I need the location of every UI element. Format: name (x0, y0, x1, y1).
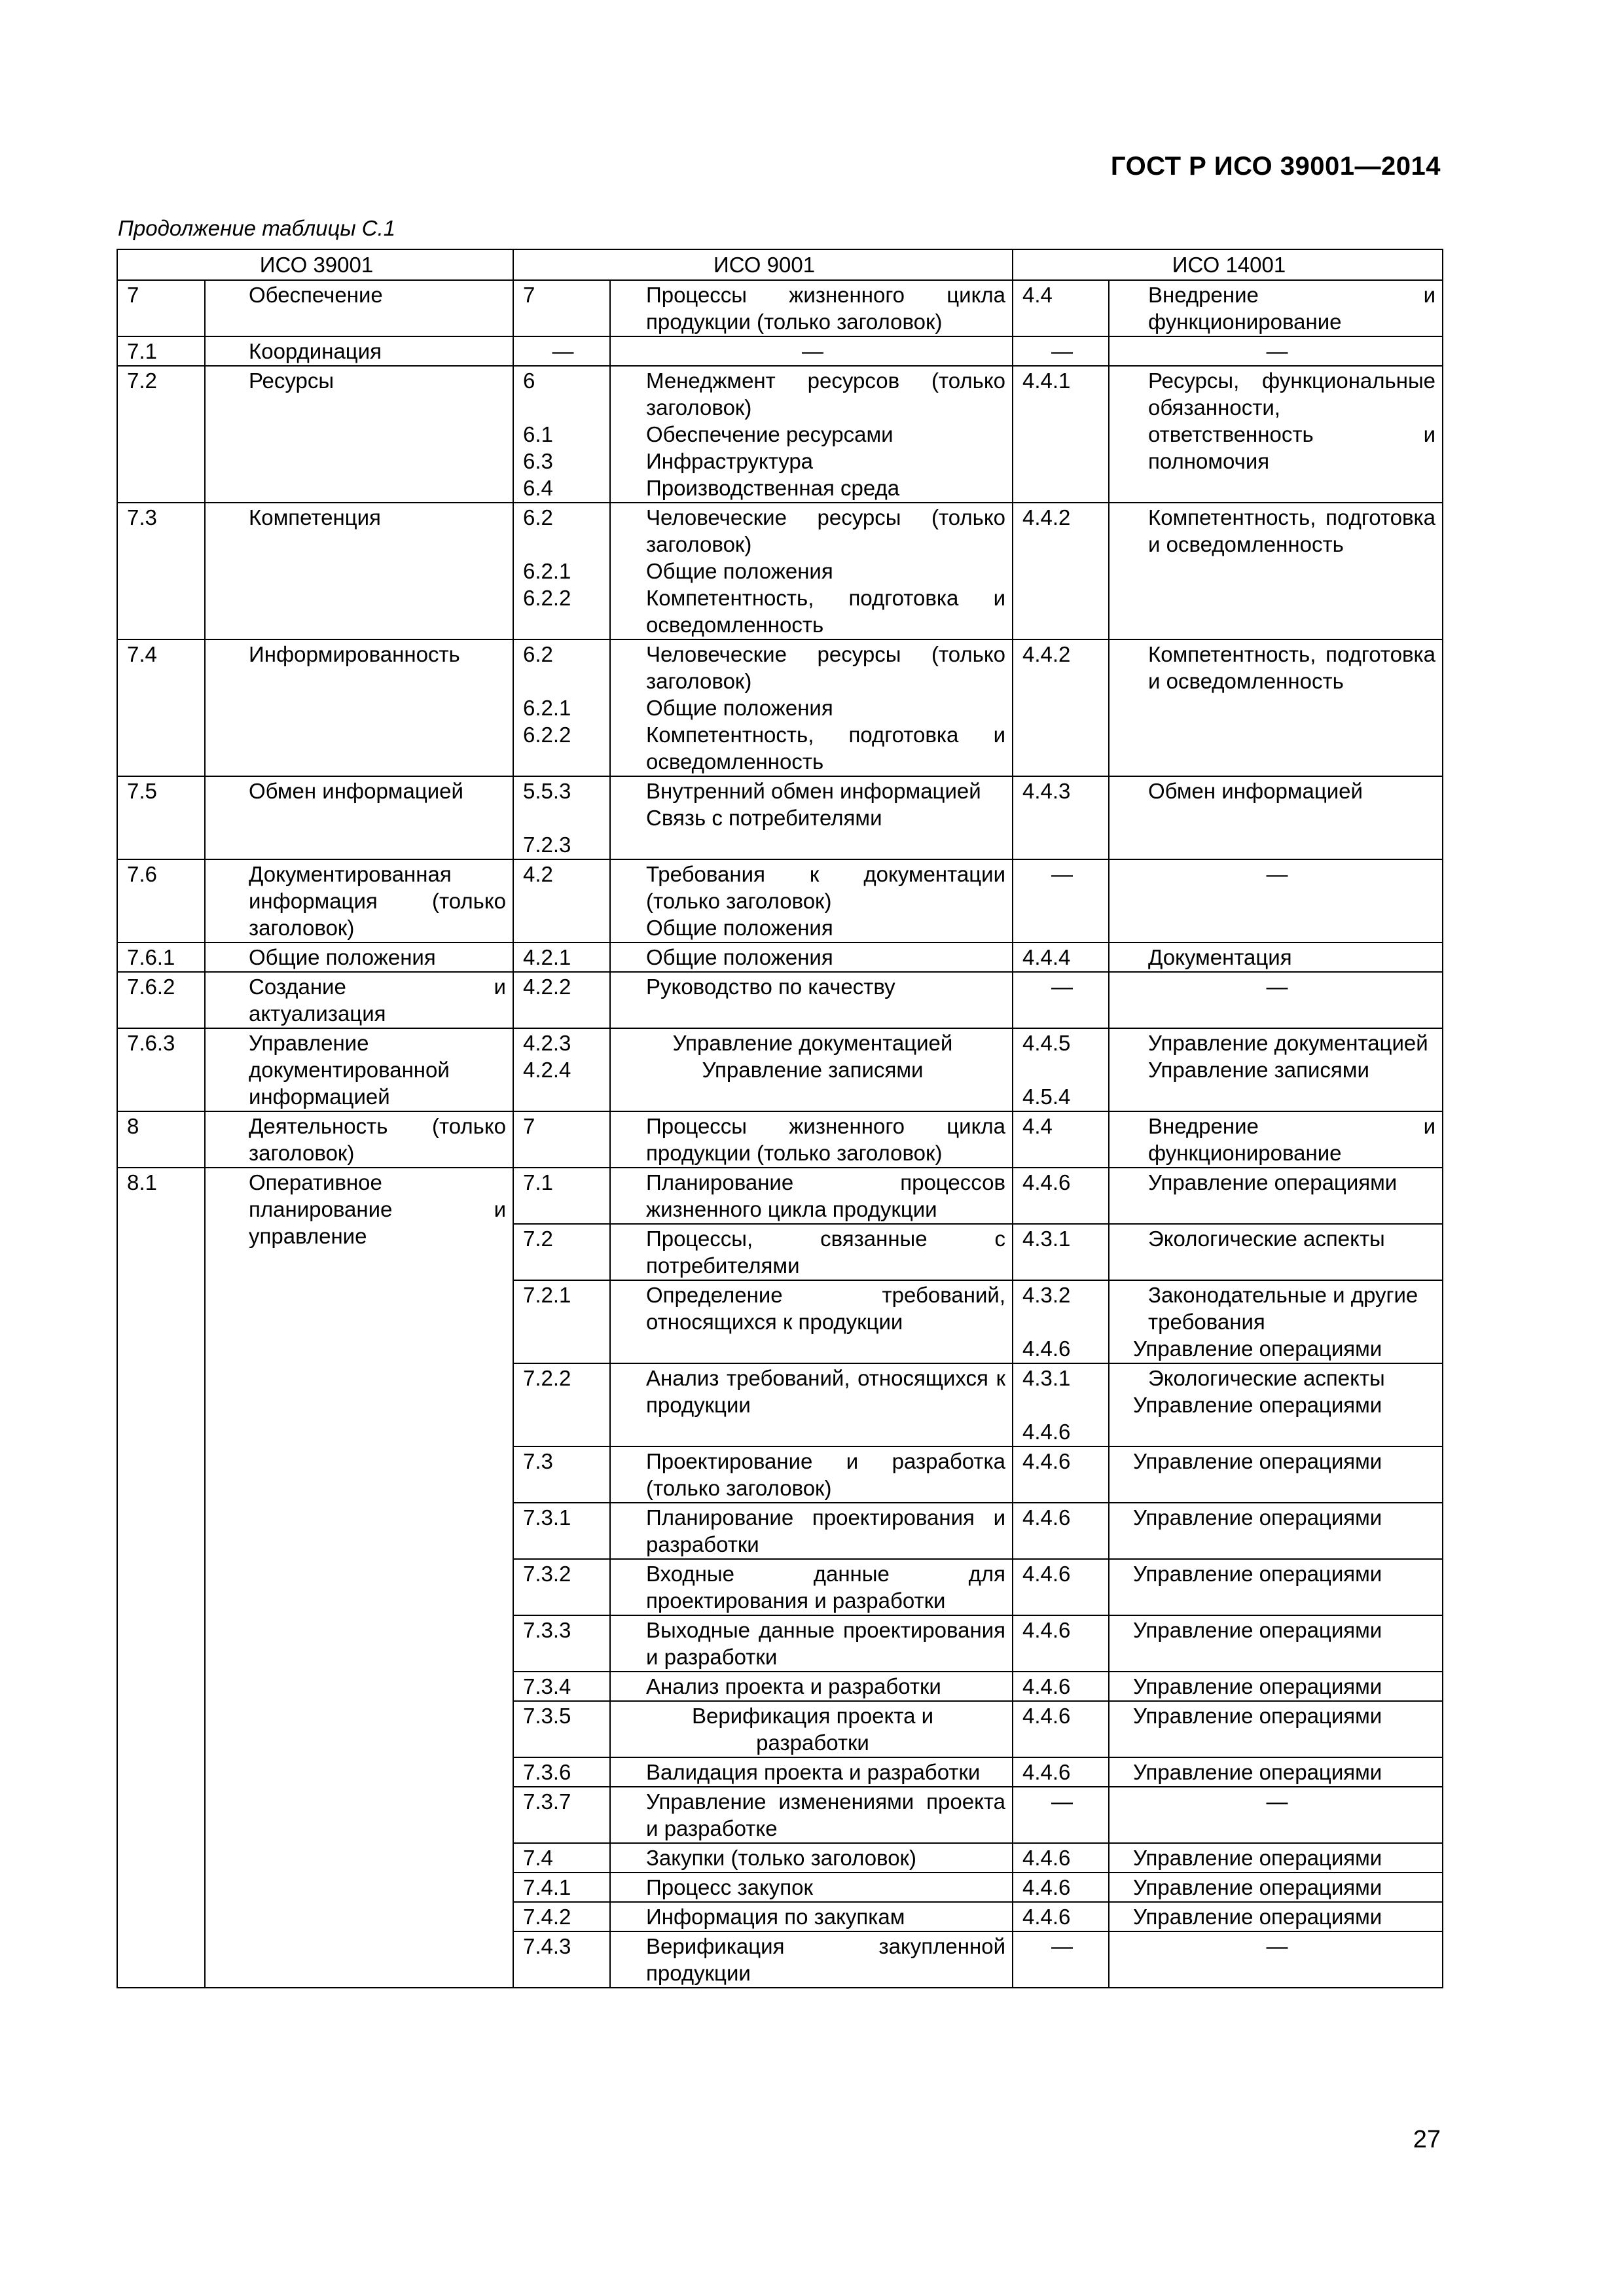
iso39001-title: Информированность (205, 639, 513, 776)
iso9001-title: Внутренний обмен информацией Связь с потребителями (610, 776, 1013, 859)
iso14001-clause: 4.4.6 (1013, 1446, 1109, 1503)
iso9001-clause: — (513, 336, 610, 366)
iso9001-clause: 6 6.1 6.3 6.4 (513, 366, 610, 503)
iso9001-clause: 7 (513, 280, 610, 336)
header-iso-39001: ИСО 39001 (117, 249, 513, 280)
iso39001-clause: 8.1 (117, 1168, 205, 1988)
iso14001-title: Управление операциями (1109, 1503, 1443, 1559)
table-caption: Продолжение таблицы С.1 (118, 216, 396, 240)
iso9001-title: Руководство по качеству (610, 972, 1013, 1028)
iso14001-clause: 4.3.2 4.4.6 (1013, 1280, 1109, 1363)
iso9001-clause: 7.2.1 (513, 1280, 610, 1363)
iso39001-clause: 7.6 (117, 859, 205, 942)
iso9001-title: Процесс закупок (610, 1873, 1013, 1902)
iso14001-title: Управление операциями (1109, 1701, 1443, 1757)
iso14001-title: Управление операциями (1109, 1615, 1443, 1672)
iso9001-title: Планирование процессов жизненного цикла продукции (610, 1168, 1013, 1224)
iso14001-clause: 4.4.2 (1013, 639, 1109, 776)
iso9001-clause: 7.3.5 (513, 1701, 610, 1757)
iso39001-title: Ресурсы (205, 366, 513, 503)
iso14001-title: Документация (1109, 942, 1443, 972)
iso14001-title: Внедрение и функционирование (1109, 1111, 1443, 1168)
iso14001-title: — (1109, 1931, 1443, 1988)
iso14001-clause: 4.4.2 (1013, 503, 1109, 639)
iso14001-clause: 4.4.6 (1013, 1559, 1109, 1615)
comparison-table (117, 249, 1443, 1988)
iso9001-clause: 7.3.3 (513, 1615, 610, 1672)
iso9001-clause: 4.2.2 (513, 972, 610, 1028)
iso9001-clause: 7.2.2 (513, 1363, 610, 1446)
iso9001-title: Анализ проекта и разработки (610, 1672, 1013, 1701)
iso9001-clause: 7.3.6 (513, 1757, 610, 1787)
iso9001-title: Информация по закупкам (610, 1902, 1013, 1931)
iso9001-clause: 5.5.3 7.2.3 (513, 776, 610, 859)
iso14001-clause: — (1013, 972, 1109, 1028)
iso39001-title: Управление документированной информацией (205, 1028, 513, 1111)
iso39001-title: Документированная информация (только заголовок) (205, 859, 513, 942)
header-iso-9001: ИСО 9001 (513, 249, 1013, 280)
iso39001-title: Компетенция (205, 503, 513, 639)
iso14001-title: — (1109, 859, 1443, 942)
iso9001-title: Процессы жизненного цикла продукции (только заголовок) (610, 280, 1013, 336)
iso39001-title: Деятельность (только заголовок) (205, 1111, 513, 1168)
iso9001-clause: 4.2.1 (513, 942, 610, 972)
iso14001-title: Управление документацией Управление записями (1109, 1028, 1443, 1111)
iso14001-title: — (1109, 972, 1443, 1028)
iso9001-title: Менеджмент ресурсов (только заголовок) Обеспечение ресурсами Инфраструктура Производственная среда (610, 366, 1013, 503)
iso14001-clause: 4.4.6 (1013, 1701, 1109, 1757)
iso14001-title: Управление операциями (1109, 1873, 1443, 1902)
header-iso-14001: ИСО 14001 (1013, 249, 1443, 280)
iso14001-clause: 4.4.5 4.5.4 (1013, 1028, 1109, 1111)
iso39001-clause: 7 (117, 280, 205, 336)
iso39001-title: Оперативное планирование и управление (205, 1168, 513, 1988)
iso9001-title: Общие положения (610, 942, 1013, 972)
table-row (117, 336, 1443, 366)
iso39001-clause: 7.1 (117, 336, 205, 366)
iso39001-title: Создание и актуализация (205, 972, 513, 1028)
table-row (117, 503, 1443, 639)
iso39001-title: Общие положения (205, 942, 513, 972)
iso39001-clause: 7.3 (117, 503, 205, 639)
iso39001-clause: 7.4 (117, 639, 205, 776)
iso9001-clause: 7.2 (513, 1224, 610, 1280)
iso14001-clause: 4.4.3 (1013, 776, 1109, 859)
iso39001-clause: 8 (117, 1111, 205, 1168)
iso14001-title: Управление операциями (1109, 1168, 1443, 1224)
iso9001-title: Верификация проекта и разработки (610, 1701, 1013, 1757)
iso9001-clause: 6.2 6.2.1 6.2.2 (513, 503, 610, 639)
iso9001-title: Валидация проекта и разработки (610, 1757, 1013, 1787)
iso39001-clause: 7.6.2 (117, 972, 205, 1028)
table-row (117, 972, 1443, 1028)
iso9001-clause: 7.3.1 (513, 1503, 610, 1559)
iso14001-clause: 4.4.6 (1013, 1843, 1109, 1873)
iso14001-clause: 4.4.6 (1013, 1503, 1109, 1559)
iso14001-title: Экологические аспекты (1109, 1224, 1443, 1280)
iso14001-clause: 4.4 (1013, 280, 1109, 336)
iso39001-title: Обмен информацией (205, 776, 513, 859)
iso14001-title: Обмен информацией (1109, 776, 1443, 859)
iso9001-clause: 7.4.1 (513, 1873, 610, 1902)
iso9001-title: Закупки (только заголовок) (610, 1843, 1013, 1873)
iso14001-clause: 4.4.6 (1013, 1902, 1109, 1931)
iso9001-title: Выходные данные проектирования и разработки (610, 1615, 1013, 1672)
iso9001-clause: 7.1 (513, 1168, 610, 1224)
table-row (117, 1111, 1443, 1168)
iso14001-clause: 4.4.6 (1013, 1615, 1109, 1672)
iso9001-clause: 7.4 (513, 1843, 610, 1873)
iso9001-title: Процессы, связанные с потребителями (610, 1224, 1013, 1280)
iso9001-title: Человеческие ресурсы (только заголовок) Общие положения Компетентность, подготовка и осведомленность (610, 503, 1013, 639)
iso14001-clause: — (1013, 1787, 1109, 1843)
table-row (117, 942, 1443, 972)
iso39001-clause: 7.6.3 (117, 1028, 205, 1111)
table-row (117, 639, 1443, 776)
iso14001-title: Управление операциями (1109, 1672, 1443, 1701)
iso14001-clause: 4.3.1 (1013, 1224, 1109, 1280)
iso9001-title: — (610, 336, 1013, 366)
iso14001-clause: 4.4.1 (1013, 366, 1109, 503)
iso14001-title: Компетентность, подготовка и осведомленность (1109, 503, 1443, 639)
iso14001-clause: — (1013, 859, 1109, 942)
iso9001-title: Определение требований, относящихся к продукции (610, 1280, 1013, 1363)
iso14001-clause: 4.3.1 4.4.6 (1013, 1363, 1109, 1446)
iso9001-clause: 7.3.2 (513, 1559, 610, 1615)
iso9001-clause: 7.3 (513, 1446, 610, 1503)
iso39001-title: Обеспечение (205, 280, 513, 336)
iso9001-title: Требования к документации (только заголовок) Общие положения (610, 859, 1013, 942)
iso39001-title: Координация (205, 336, 513, 366)
iso14001-clause: — (1013, 336, 1109, 366)
iso14001-title: Управление операциями (1109, 1757, 1443, 1787)
iso14001-title: Управление операциями (1109, 1559, 1443, 1615)
iso14001-title: Компетентность, подготовка и осведомленность (1109, 639, 1443, 776)
iso14001-clause: 4.4 (1013, 1111, 1109, 1168)
iso9001-title: Планирование проектирования и разработки (610, 1503, 1013, 1559)
iso14001-clause: 4.4.6 (1013, 1757, 1109, 1787)
iso14001-clause: — (1013, 1931, 1109, 1988)
table-row (117, 366, 1443, 503)
iso14001-clause: 4.4.6 (1013, 1672, 1109, 1701)
iso14001-title: Управление операциями (1109, 1843, 1443, 1873)
iso9001-clause: 7 (513, 1111, 610, 1168)
iso9001-title: Анализ требований, относящихся к продукции (610, 1363, 1013, 1446)
table-row (117, 776, 1443, 859)
iso9001-title: Верификация закупленной продукции (610, 1931, 1013, 1988)
iso14001-title: — (1109, 336, 1443, 366)
iso14001-clause: 4.4.6 (1013, 1168, 1109, 1224)
iso9001-title: Управление документацией Управление записями (610, 1028, 1013, 1111)
iso9001-title: Проектирование и разработка (только заголовок) (610, 1446, 1013, 1503)
iso14001-title: Управление операциями (1109, 1902, 1443, 1931)
iso14001-clause: 4.4.4 (1013, 942, 1109, 972)
table-row (117, 280, 1443, 336)
iso14001-title: Ресурсы, функциональные обязанности, ответственность и полномочия (1109, 366, 1443, 503)
iso39001-clause: 7.2 (117, 366, 205, 503)
iso9001-title: Управление изменениями проекта и разработке (610, 1787, 1013, 1843)
iso14001-title: — (1109, 1787, 1443, 1843)
iso14001-title: Управление операциями (1109, 1446, 1443, 1503)
iso9001-clause: 4.2 (513, 859, 610, 942)
iso9001-clause: 4.2.3 4.2.4 (513, 1028, 610, 1111)
iso9001-clause: 6.2 6.2.1 6.2.2 (513, 639, 610, 776)
iso9001-clause: 7.4.3 (513, 1931, 610, 1988)
iso9001-title: Человеческие ресурсы (только заголовок) Общие положения Компетентность, подготовка и осведомленность (610, 639, 1013, 776)
iso9001-title: Входные данные для проектирования и разработки (610, 1559, 1013, 1615)
page-number: 27 (1413, 2126, 1441, 2153)
table-row (117, 1168, 1443, 1224)
iso14001-title: Экологические аспекты Управление операциями (1109, 1363, 1443, 1446)
iso9001-title: Процессы жизненного цикла продукции (только заголовок) (610, 1111, 1013, 1168)
iso39001-clause: 7.5 (117, 776, 205, 859)
iso9001-clause: 7.3.4 (513, 1672, 610, 1701)
table-header-row (117, 249, 1443, 280)
iso14001-clause: 4.4.6 (1013, 1873, 1109, 1902)
table-row (117, 859, 1443, 942)
iso9001-clause: 7.3.7 (513, 1787, 610, 1843)
iso14001-title: Внедрение и функционирование (1109, 280, 1443, 336)
table-row (117, 1028, 1443, 1111)
iso14001-title: Законодательные и другие требования Управление операциями (1109, 1280, 1443, 1363)
iso9001-clause: 7.4.2 (513, 1902, 610, 1931)
iso39001-clause: 7.6.1 (117, 942, 205, 972)
document-code: ГОСТ Р ИСО 39001—2014 (1110, 152, 1441, 181)
